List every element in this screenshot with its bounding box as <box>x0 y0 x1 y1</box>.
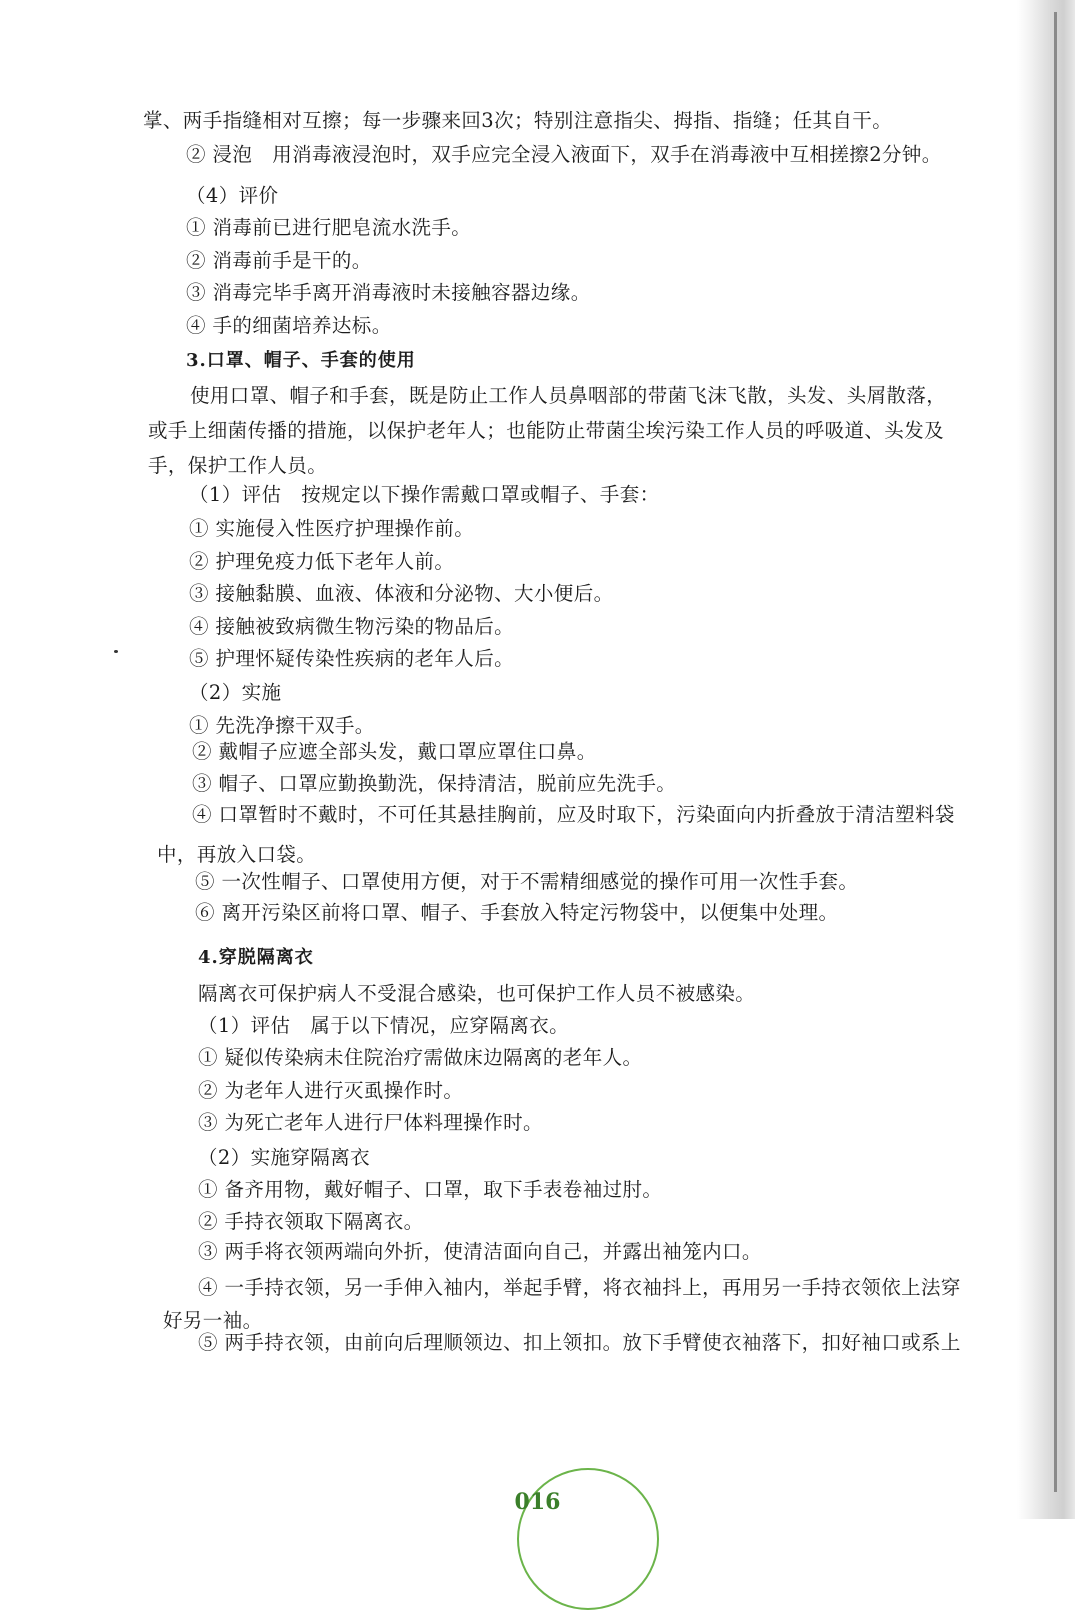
text-line: ② 戴帽子应遮全部头发，戴口罩应罩住口鼻。 <box>192 740 597 763</box>
page-edge-line <box>1054 12 1057 1492</box>
text-line: ③ 帽子、口罩应勤换勤洗，保持清洁，脱前应先洗手。 <box>192 772 677 795</box>
text-line: 掌、两手指缝相对互擦；每一步骤来回3次；特别注意指尖、拇指、指缝；任其自干。 <box>143 109 893 132</box>
text-line: 隔离衣可保护病人不受混合感染，也可保护工作人员不被感染。 <box>198 982 756 1005</box>
text-line: （2）实施 <box>189 681 282 704</box>
text-line: ① 疑似传染病未住院治疗需做床边隔离的老年人。 <box>198 1046 643 1069</box>
text-line: 使用口罩、帽子和手套，既是防止工作人员鼻咽部的带菌飞沫飞散，头发、头屑散落， <box>190 384 947 407</box>
text-line: ③ 为死亡老年人进行尸体料理操作时。 <box>198 1111 543 1134</box>
text-line: ④ 口罩暂时不戴时，不可任其悬挂胸前，应及时取下，污染面向内折叠放于清洁塑料袋 <box>192 803 955 826</box>
text-line: ② 消毒前手是干的。 <box>186 249 372 272</box>
text-line: ① 消毒前已进行肥皂流水洗手。 <box>186 216 472 239</box>
text-line: ② 护理免疫力低下老年人前。 <box>189 550 455 573</box>
text-line: （4）评价 <box>186 184 279 207</box>
text-line: （1）评估 按规定以下操作需戴口罩或帽子、手套： <box>189 483 660 506</box>
text-line: ④ 手的细菌培养达标。 <box>186 314 392 337</box>
text-line: ⑤ 护理怀疑传染性疾病的老年人后。 <box>189 647 514 670</box>
text-line: （1）评估 属于以下情况，应穿隔离衣。 <box>198 1014 570 1037</box>
text-line: ④ 接触被致病微生物污染的物品后。 <box>189 615 514 638</box>
page-edge-shadow <box>1017 0 1075 1519</box>
text-line: ② 为老年人进行灭虱操作时。 <box>198 1079 464 1102</box>
text-line: ① 先洗净擦干双手。 <box>189 714 375 737</box>
text-line: 中，再放入口袋。 <box>157 843 317 866</box>
scan-speck <box>114 650 118 653</box>
text-line: ④ 一手持衣领，另一手伸入袖内，举起手臂，将衣袖抖上，再用另一手持衣领依上法穿 <box>198 1276 961 1299</box>
section-heading: 3.口罩、帽子、手套的使用 <box>186 350 416 371</box>
text-line: ⑤ 一次性帽子、口罩使用方便，对于不需精细感觉的操作可用一次性手套。 <box>195 870 859 893</box>
text-line: ② 手持衣领取下隔离衣。 <box>198 1210 424 1233</box>
section-heading: 4.穿脱隔离衣 <box>198 947 314 968</box>
text-line: （2）实施穿隔离衣 <box>198 1146 371 1169</box>
text-line: ① 实施侵入性医疗护理操作前。 <box>189 517 475 540</box>
text-line: 或手上细菌传播的措施，以保护老年人；也能防止带菌尘埃污染工作人员的呼吸道、头发及 <box>148 419 945 442</box>
text-line: ⑥ 离开污染区前将口罩、帽子、手套放入特定污物袋中，以便集中处理。 <box>195 901 839 924</box>
text-line: ① 备齐用物，戴好帽子、口罩，取下手表卷袖过肘。 <box>198 1178 663 1201</box>
text-line: ③ 消毒完毕手离开消毒液时未接触容器边缘。 <box>186 281 591 304</box>
text-line: 手，保护工作人员。 <box>148 454 328 477</box>
text-line: ② 浸泡 用消毒液浸泡时，双手应完全浸入液面下，双手在消毒液中互相搓擦2分钟。 <box>186 143 942 166</box>
text-line: ③ 两手将衣领两端向外折，使清洁面向自己，并露出袖笼内口。 <box>198 1240 762 1263</box>
text-line: ③ 接触黏膜、血液、体液和分泌物、大小便后。 <box>189 582 614 605</box>
text-line: 好另一袖。 <box>163 1309 263 1332</box>
page-number: 016 <box>514 1489 561 1515</box>
text-line: ⑤ 两手持衣领，由前向后理顺领边、扣上领扣。放下手臂使衣袖落下，扣好袖口或系上 <box>198 1331 961 1354</box>
